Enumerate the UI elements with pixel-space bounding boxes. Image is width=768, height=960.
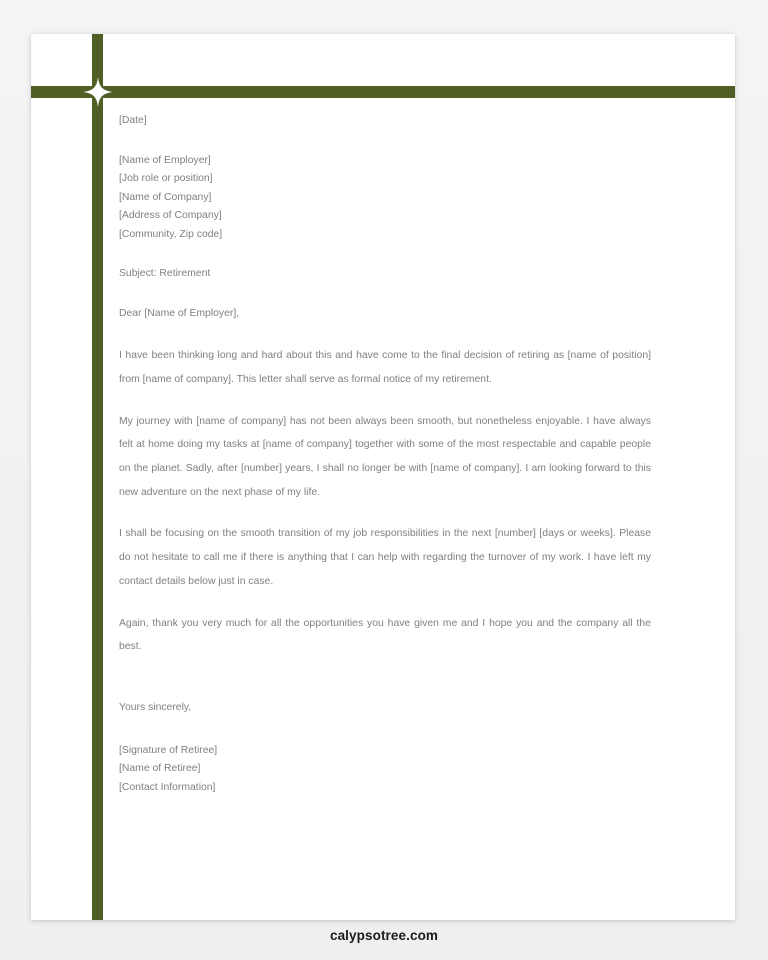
salutation-line: Dear [Name of Employer],	[119, 307, 240, 319]
spacer	[119, 244, 651, 265]
signature-block	[119, 742, 651, 798]
letter-body	[119, 112, 651, 797]
closing-line: Yours sincerely,	[119, 702, 192, 714]
date-line	[119, 112, 651, 131]
spacer	[119, 504, 651, 522]
subject-line: Subject: Retirement	[119, 268, 211, 280]
recipient-line: [Name of Company]	[119, 191, 212, 203]
spacer	[119, 131, 651, 152]
letter-page	[31, 34, 735, 920]
body-paragraph: My journey with [name of company] has not been always been smooth, but nonetheless enjoyable. I have always felt at home doing my tasks at [name of company] together with some of the most respectable and capable people on the planet. Sadly, after [number] years, I shall no longer be with [name of company]. I am looking forward to this new adventure on the next phase of my life.	[119, 415, 651, 498]
recipient-line: [Name of Employer]	[119, 154, 211, 166]
footer-watermark: calypsotree.com	[329, 928, 439, 943]
recipient-line: [Job role or position]	[119, 173, 213, 185]
recipient-address-block	[119, 152, 651, 245]
spacer	[119, 284, 651, 305]
body-paragraph: I have been thinking long and hard about this and have come to the final decision of retiring as [name of position] from [name of company]. This letter shall serve as formal notice of my retirement.	[119, 350, 651, 385]
spacer	[119, 392, 651, 410]
spacer	[119, 659, 651, 699]
signature-line: [Name of Retiree]	[119, 763, 201, 775]
signature-line: [Contact Information]	[119, 781, 216, 793]
recipient-line: [Community, Zip code]	[119, 228, 223, 240]
body-paragraph: Again, thank you very much for all the opportunities you have given me and I hope you and the company all the best.	[119, 617, 651, 653]
spacer	[119, 594, 651, 612]
letter-date: [Date]	[119, 115, 147, 126]
spacer	[119, 718, 651, 742]
signature-line: [Signature of Retiree]	[119, 744, 218, 756]
recipient-line: [Address of Company]	[119, 210, 222, 222]
body-paragraph: I shall be focusing on the smooth transition of my job responsibilities in the next [number] [days or weeks]. Please do not hesitate to call me if there is anything that I can help with regarding the turnover of my work. I have left my contact details below just in case.	[119, 528, 651, 587]
vertical-accent-bar	[92, 34, 103, 920]
spacer	[119, 323, 651, 344]
horizontal-accent-bar	[31, 86, 735, 98]
